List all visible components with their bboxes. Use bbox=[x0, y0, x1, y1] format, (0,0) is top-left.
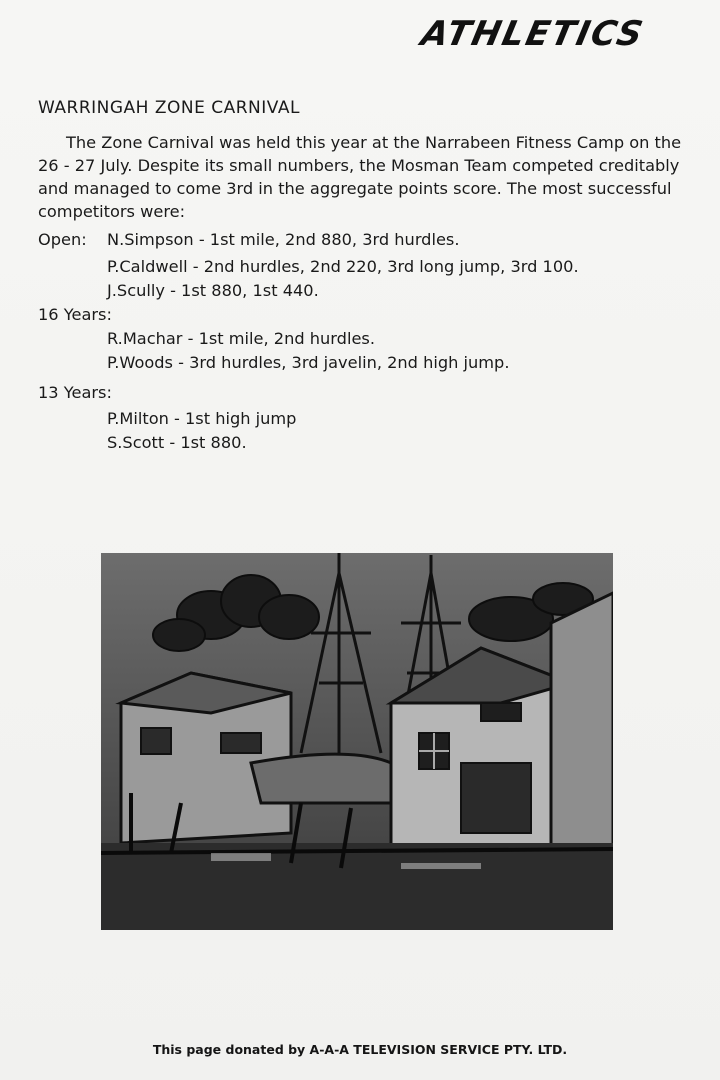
group-label-open: Open: bbox=[38, 230, 87, 249]
result-13-years-1: P.Milton - 1st high jump bbox=[107, 409, 297, 428]
intro-paragraph: The Zone Carnival was held this year at the Narrabeen Fitness Camp on the 26 - 27 July. Despite its small numbers, the Mosman Team competed creditably and managed to come 3rd in the aggregate points score. The most successful competitors were: bbox=[38, 133, 682, 221]
section-heading: WARRINGAH ZONE CARNIVAL bbox=[38, 98, 300, 118]
result-open-1: N.Simpson - 1st mile, 2nd 880, 3rd hurdles. bbox=[107, 230, 460, 249]
page-footer-donation: This page donated by A-A-A TELEVISION SERVICE PTY. LTD. bbox=[152, 1042, 568, 1057]
page-banner-title: ATHLETICS bbox=[418, 14, 649, 54]
result-16-years-1: R.Machar - 1st mile, 2nd hurdles. bbox=[107, 329, 375, 348]
group-label-13-years: 13 Years: bbox=[38, 383, 112, 402]
sketch-drawing bbox=[101, 553, 613, 930]
result-open-3: J.Scully - 1st 880, 1st 440. bbox=[107, 281, 319, 300]
result-16-years-2: P.Woods - 3rd hurdles, 3rd javelin, 2nd high jump. bbox=[107, 353, 510, 372]
result-open-2: P.Caldwell - 2nd hurdles, 2nd 220, 3rd long jump, 3rd 100. bbox=[107, 257, 579, 276]
group-label-16-years: 16 Years: bbox=[38, 305, 112, 324]
harbour-sketch-illustration bbox=[101, 553, 613, 930]
result-13-years-2: S.Scott - 1st 880. bbox=[107, 433, 247, 452]
